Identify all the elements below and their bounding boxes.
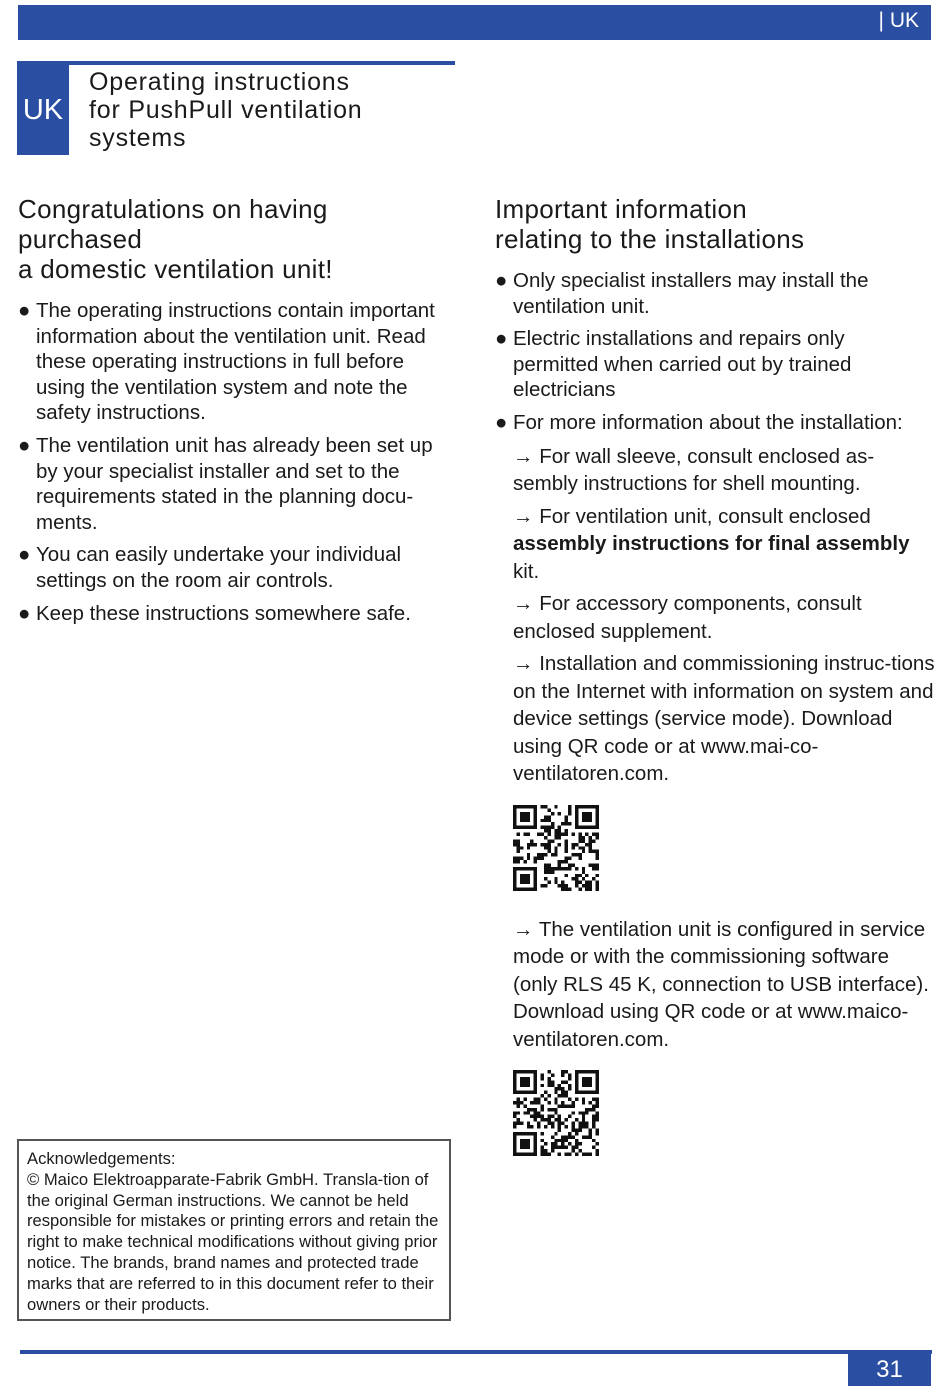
heading-line: Important information xyxy=(495,194,747,224)
subitem-configuration: → The ventilation unit is configured in service mode or with the commissioning software (only RLS 45 K, connection to USB interface). Download using QR code or at www.maico-ventilatoren.com. xyxy=(513,917,929,1051)
bullet-icon: ● xyxy=(18,433,31,457)
footer-rule xyxy=(20,1350,932,1354)
qr-code-icon xyxy=(513,805,599,891)
subitem-internet-instructions: → Installation and commissioning instruc-tions on the Internet with information on system and device settings (service mode). Download using QR code or at www.mai-co-ventilatoren.com. xyxy=(513,652,935,786)
subitem-wall-sleeve: → For wall sleeve, consult enclosed as-sembly instructions for shell mounting. xyxy=(513,444,875,496)
bullet-icon: ● xyxy=(18,299,31,322)
heading-line: relating to the installations xyxy=(495,224,805,254)
arrow-icon: → xyxy=(513,444,534,468)
document-title-line: systems xyxy=(89,124,187,152)
bullet-item: ● Electric installations and repairs only permitted when carried out by trained electricians xyxy=(495,327,852,402)
heading-line: a domestic ventilation unit! xyxy=(18,254,333,284)
final-assembly-kit-reference: assembly instructions for final assembly xyxy=(513,532,910,556)
congratulations-heading xyxy=(18,194,458,284)
installation-heading xyxy=(495,194,935,254)
acknowledgements-title: Acknowledgements: xyxy=(27,1149,176,1168)
bullet-icon: ● xyxy=(495,269,508,292)
bullet-icon: ● xyxy=(495,327,508,351)
language-label: | UK xyxy=(878,9,919,32)
language-badge: UK xyxy=(17,65,69,155)
bullet-item: ● Only specialist installers may install the ventilation unit. xyxy=(495,269,869,318)
arrow-icon: → xyxy=(513,592,534,616)
installation-bullet-list xyxy=(495,268,935,436)
bullet-icon: ● xyxy=(18,601,31,625)
bullet-icon: ● xyxy=(495,410,508,434)
right-column xyxy=(495,194,935,1181)
document-title-line: for PushPull ventilation xyxy=(89,96,363,124)
bullet-item: ● Keep these instructions somewhere safe. xyxy=(18,601,411,625)
bullet-item: ● The ventilation unit has already been set up by your specialist installer and set to the requirements stated in the planning docu-ments. xyxy=(18,433,433,534)
acknowledgements-text: © Maico Elektroapparate-Fabrik GmbH. Transla-tion of the original German instructions. We cannot be held responsible for mistakes or printing errors and retain the right to make technical modifications without giving prior notice. The brands, brand names and protected trade marks that are referred to in this document refer to their owners or their products. xyxy=(27,1169,439,1314)
document-title-line: Operating instructions xyxy=(89,68,350,96)
document-title xyxy=(89,68,449,152)
bullet-icon: ● xyxy=(18,543,31,567)
bullet-item: ● You can easily undertake your individual settings on the room air controls. xyxy=(18,543,402,592)
top-header-bar xyxy=(18,5,931,40)
page-number: 31 xyxy=(848,1354,931,1386)
subitem-ventilation-unit: → For ventilation unit, consult enclosed assembly instructions for final assembly kit. xyxy=(513,504,910,583)
qr-code-icon xyxy=(513,1070,599,1156)
intro-bullet-list xyxy=(18,298,458,626)
arrow-icon: → xyxy=(513,917,534,941)
acknowledgements-box xyxy=(17,1139,451,1321)
subitem-accessories: → For accessory components, consult enclosed supplement. xyxy=(513,592,862,643)
left-column xyxy=(18,194,458,633)
bullet-item: ● The operating instructions contain important information about the ventilation unit. Read these operating instructions in full before using the ventilation system and note the safety instructions. xyxy=(18,299,435,425)
title-rule xyxy=(17,61,455,65)
arrow-icon: → xyxy=(513,504,534,528)
arrow-icon: → xyxy=(513,652,534,676)
heading-line: Congratulations on having purchased xyxy=(18,194,328,254)
bullet-item: ● For more information about the installation: xyxy=(495,410,903,434)
